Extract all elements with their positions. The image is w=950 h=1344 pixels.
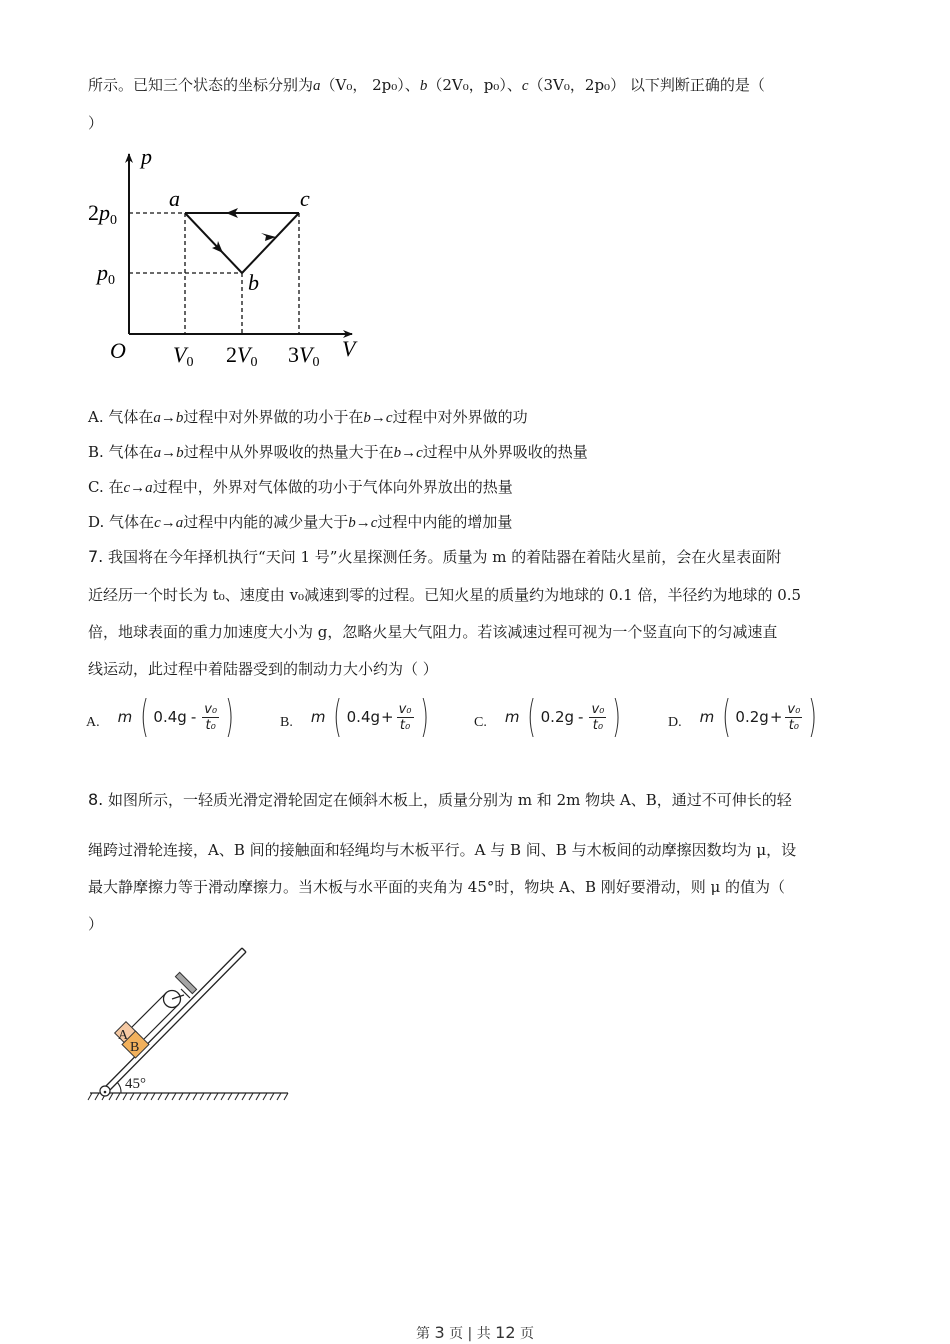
process-label: c→a (123, 480, 153, 496)
denominator: t₀ (399, 717, 411, 733)
cycle-path (185, 213, 299, 273)
svg-text:p: p (141, 144, 152, 169)
coefficient: 0.4g (153, 708, 187, 726)
current-page-number: 3 (434, 1323, 445, 1342)
operator: + (381, 708, 394, 726)
state-a-coord: （V₀， 2p₀） (320, 76, 405, 94)
state-b-coord: （2V₀，p₀） (427, 76, 507, 94)
fraction (589, 702, 606, 733)
right-paren: ) (612, 691, 622, 742)
fraction (397, 702, 414, 733)
option-text: 过程中对外界做的功小于在 (183, 408, 364, 426)
svg-text:V: V (342, 336, 356, 361)
q6-close-paren: ） (88, 114, 104, 132)
incline-diagram (80, 940, 300, 1110)
option-letter: D. (668, 715, 682, 730)
q7-option-a[interactable] (86, 692, 238, 742)
q6-option-b[interactable] (88, 442, 588, 463)
separator: 、 (404, 76, 420, 94)
coefficient: 0.2g (540, 708, 575, 726)
denominator: t₀ (788, 717, 799, 733)
process-label: b→c (393, 445, 423, 461)
svg-text:2p0: 2p0 (88, 200, 117, 228)
option-text: 过程中，外界对气体做的功小于气体向外界放出的热量 (152, 478, 513, 496)
option-text: 过程中从外界吸收的热量 (422, 443, 588, 461)
svg-text:p0: p0 (97, 260, 115, 288)
q7-option-b[interactable] (280, 692, 433, 742)
process-label: a→b (153, 410, 184, 426)
numerator: v₀ (591, 701, 605, 717)
numerator: v₀ (787, 701, 801, 717)
right-paren: ) (808, 691, 818, 742)
formula (310, 691, 433, 742)
left-paren: ( (140, 691, 150, 742)
q7-option-c[interactable] (474, 692, 626, 742)
option-letter: B. (280, 715, 293, 730)
option-letter: B. (88, 443, 104, 461)
q8-line-2: 绳跨过滑轮连接，A、B 间的接触面和轻绳均与木板平行。A 与 B 间、B 与木板间的动摩擦因数均为 μ，设 (88, 841, 797, 859)
incline-board (104, 948, 246, 1092)
process-label: a→b (153, 445, 184, 461)
state-c-label: c (521, 78, 529, 94)
q8-line-4: ） (88, 915, 104, 933)
coefficient: 0.4g (346, 708, 381, 726)
svg-text:c: c (300, 186, 310, 211)
option-text: 气体在 (108, 443, 154, 461)
footer-text: 页 (519, 1326, 534, 1342)
svg-text:A: A (118, 1028, 129, 1043)
left-paren: ( (722, 691, 732, 742)
q7-line-4: 线运动，此过程中着陆器受到的制动力大小约为（ ） (88, 660, 438, 678)
option-letter: A. (86, 715, 100, 730)
state-a-label: a (313, 78, 321, 94)
numerator: v₀ (398, 701, 412, 717)
mass-symbol: m (310, 708, 326, 726)
fraction (785, 702, 802, 733)
mass-symbol: m (117, 708, 133, 726)
operator: - (190, 708, 197, 726)
svg-text:b: b (248, 270, 259, 295)
q7-text: 我国将在今年择机执行“天问 1 号”火星探测任务。质量为 m 的着陆器在着陆火星前，会在火星表面附 (108, 548, 782, 566)
svg-text:V0: V0 (173, 342, 194, 370)
page-footer (0, 1323, 950, 1343)
svg-text:2V0: 2V0 (226, 342, 258, 370)
process-label: b→c (363, 410, 393, 426)
svg-text:a: a (169, 186, 180, 211)
state-b-label: b (419, 78, 428, 94)
svg-text:O: O (110, 338, 126, 363)
option-text: 气体在 (108, 408, 154, 426)
process-label: b→c (348, 515, 378, 531)
option-letter: D. (88, 513, 105, 531)
q7-line-1 (88, 547, 781, 567)
footer-text: 第 (416, 1326, 430, 1342)
numerator: v₀ (204, 701, 218, 717)
mass-symbol: m (699, 708, 715, 726)
svg-text:45°: 45° (125, 1076, 146, 1092)
formula (117, 691, 239, 742)
right-paren: ) (225, 691, 235, 742)
mass-symbol: m (504, 708, 520, 726)
pulley-mount (175, 972, 196, 993)
formula (699, 691, 822, 742)
q6-question-suffix: 以下判断正确的是（ (625, 76, 765, 94)
q7-option-d[interactable] (668, 692, 821, 742)
dashed-guides (129, 213, 299, 334)
denominator: t₀ (592, 717, 604, 733)
operator: + (769, 708, 783, 726)
question-number: 8. (88, 790, 104, 809)
fraction (202, 702, 219, 733)
q8-line-1 (88, 790, 792, 810)
angle-arc (117, 1082, 121, 1093)
question-number: 7. (88, 547, 104, 566)
state-c-coord: （3V₀，2p₀） (528, 76, 626, 94)
formula (504, 691, 626, 742)
separator: 、 (506, 76, 522, 94)
q8-text: 如图所示，一轻质光滑定滑轮固定在倾斜木板上，质量分别为 m 和 2m 物块 A、B，通过不可伸长的轻 (108, 791, 792, 809)
ground-hatching (88, 1093, 288, 1100)
left-paren: ( (527, 691, 537, 742)
q8-line-3: 最大静摩擦力等于滑动摩擦力。当木板与水平面的夹角为 45°时，物块 A、B 刚好要滑动，则 μ 的值为（ (88, 878, 786, 896)
option-text: 过程中内能的减少量大于 (183, 513, 349, 531)
operator: - (578, 708, 584, 726)
option-letter: C. (474, 715, 487, 730)
q6-intro (88, 75, 765, 96)
left-paren: ( (333, 691, 343, 742)
q6-option-d[interactable] (88, 512, 512, 533)
svg-text:B: B (130, 1040, 140, 1055)
q6-option-c[interactable] (88, 477, 513, 498)
option-text: 过程中对外界做的功 (392, 408, 528, 426)
option-letter: C. (88, 478, 104, 496)
option-text: 过程中从外界吸收的热量大于在 (183, 443, 394, 461)
svg-text:3V0: 3V0 (288, 342, 320, 370)
option-text: 在 (108, 478, 124, 496)
option-letter: A. (88, 408, 104, 426)
option-text: 气体在 (109, 513, 155, 531)
total-pages: 12 (495, 1323, 516, 1342)
q7-line-3: 倍，地球表面的重力加速度大小为 g，忽略火星大气阻力。若该减速过程可视为一个竖直向下的匀减速直 (88, 623, 778, 641)
pv-diagram (80, 140, 380, 380)
footer-text: 页 | 共 (449, 1326, 491, 1342)
q6-intro-text: 所示。已知三个状态的坐标分别为 (88, 76, 314, 94)
process-label: c→a (154, 515, 184, 531)
right-paren: ) (419, 691, 429, 742)
option-text: 过程中内能的增加量 (377, 513, 513, 531)
q6-option-a[interactable] (88, 407, 528, 428)
denominator: t₀ (205, 717, 216, 733)
q7-line-2: 近经历一个时长为 t₀、速度由 v₀减速到零的过程。已知火星的质量约为地球的 0.1 倍，半径约为地球的 0.5 (88, 586, 802, 604)
coefficient: 0.2g (735, 708, 769, 726)
